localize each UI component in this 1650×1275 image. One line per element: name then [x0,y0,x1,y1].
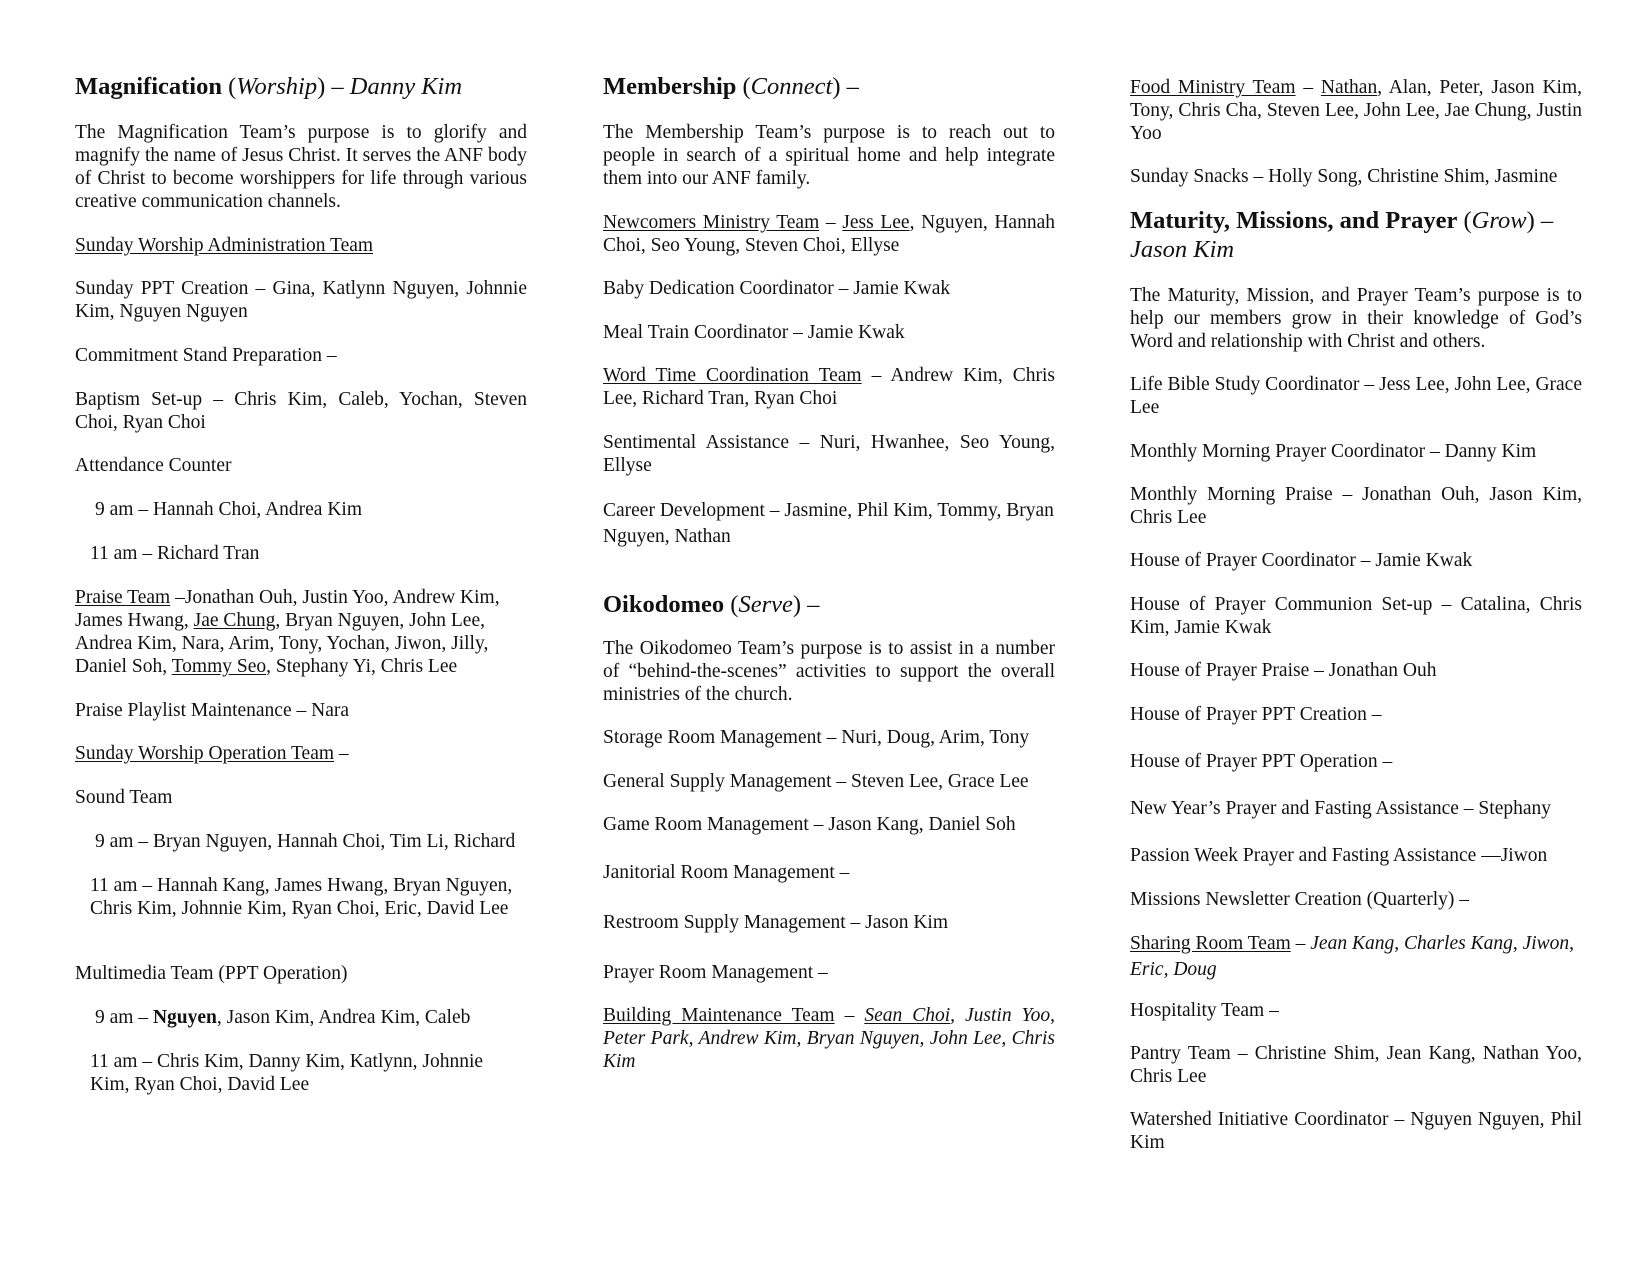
watershed-initiative: Watershed Initiative Coordinator – Nguyen Nguyen, Phil Kim [1130,1109,1582,1153]
newcomers-members: , Nguyen, Hannah Choi, Seo Young, Steven Choi, Ellyse [603,212,1055,256]
membership-heading [603,72,1055,101]
heading-paren: ) – [832,73,859,100]
operation-team [75,742,527,765]
food-team-label: Food Ministry Team [1130,77,1296,98]
praise-team-leader: Jae Chung [193,610,276,631]
morning-praise: Monthly Morning Praise – Jonathan Ouh, Jason Kim, Chris Lee [1130,484,1582,528]
multimedia-9am [75,1006,527,1029]
sharing-members: – Jean Kang, Charles Kang, Jiwon, Eric, Doug [1130,933,1575,980]
column-maturity [1130,76,1582,1154]
attendance-9am: 9 am – Hannah Choi, Andrea Kim [95,499,362,520]
building-dash: – [834,1005,865,1026]
newcomers-team-label: Newcomers Ministry Team [603,212,820,233]
life-bible-study: Life Bible Study Coordinator – Jess Lee, John Lee, Grace Lee [1130,374,1582,418]
storage-room: Storage Room Management – Nuri, Doug, Arim, Tony [603,727,1030,748]
column-membership-oikodomeo [603,72,1055,1073]
janitorial-room: Janitorial Room Management – [603,862,850,883]
building-maintenance [603,1004,1055,1073]
praise-team-members: , Bryan Nguyen, John Lee, Andrea Kim, Nara, Arim, Tony, Yochan, Jiwon, Jilly, Daniel Soh, [75,610,489,677]
heading-subtitle: Serve [738,591,793,618]
heading-title: Membership [603,73,737,100]
word-time-team [603,364,1055,410]
membership-purpose: The Membership Team’s purpose is to reach out to people in search of a spiritual home and help integrate them into our ANF family. [603,122,1055,189]
operation-team-label: Sunday Worship Operation Team [75,743,335,764]
food-ministry [1130,76,1582,145]
newcomers-team [603,211,1055,257]
maturity-heading [1130,206,1582,264]
prayer-room: Prayer Room Management – [603,962,828,983]
building-members: , Justin Yoo, Peter Park, Andrew Kim, Bryan Nguyen, John Lee, Chris Kim [603,1005,1055,1072]
commitment-stand: Commitment Stand Preparation – [75,345,337,366]
word-time-label: Word Time Coordination Team [603,365,862,386]
sentimental-assistance: Sentimental Assistance – Nuri, Hwanhee, Seo Young, Ellyse [603,432,1055,476]
heading-paren: ( [724,591,739,618]
heading-title: Maturity, Missions, and Prayer [1130,207,1458,234]
restroom-supply: Restroom Supply Management – Jason Kim [603,912,949,933]
oikodomeo-heading [603,590,1055,619]
passion-week-prayer: Passion Week Prayer and Fasting Assistance —Jiwon [1130,845,1548,866]
oikodomeo-purpose: The Oikodomeo Team’s purpose is to assist in a number of “behind-the-scenes” activities to support the overall ministries of the church. [603,638,1055,705]
multimedia-11am: 11 am – Chris Kim, Danny Kim, Katlynn, Johnnie Kim, Ryan Choi, David Lee [90,1051,484,1095]
heading-title: Magnification [75,73,222,100]
hop-ppt-creation: House of Prayer PPT Creation – [1130,704,1382,725]
building-leader: Sean Choi [864,1005,951,1026]
attendance-counter: Attendance Counter [75,455,232,476]
ppt-creation: Sunday PPT Creation – Gina, Katlynn Nguyen, Johnnie Kim, Nguyen Nguyen [75,278,527,322]
sound-11am-text: 11 am – Hannah Kang, James Hwang, Bryan Nguyen, Chris Kim, Johnnie Kim, Ryan Choi, Eric, David Lee [90,875,513,919]
multimedia-team: Multimedia Team (PPT Operation) [75,963,348,984]
hop-ppt-operation: House of Prayer PPT Operation – [1130,751,1393,772]
heading-title: Oikodomeo [603,591,725,618]
heading-subtitle: Connect [750,73,833,100]
career-development: Career Development – Jasmine, Phil Kim, Tommy, Bryan Nguyen, Nathan [603,500,1054,547]
heading-paren: ) – [792,591,820,618]
heading-paren: ( [736,73,751,100]
maturity-purpose: The Maturity, Mission, and Prayer Team’s purpose is to help our members grow in their knowledge of God’s Word and relationship with Christ and others. [1130,285,1582,352]
sharing-room [1130,931,1582,983]
praise-team-label: Praise Team [75,587,171,608]
praise-playlist: Praise Playlist Maintenance – Nara [75,700,349,721]
magnification-purpose: The Magnification Team’s purpose is to glorify and magnify the name of Jesus Christ. It serves the ANF body of Christ to become worshippers for life through various creative communication channels. [75,122,527,212]
food-dash: – [1295,77,1321,98]
admin-team [75,234,527,257]
multimedia-9am-members: , Jason Kim, Andrea Kim, Caleb [216,1007,471,1028]
morning-prayer: Monthly Morning Prayer Coordinator – Danny Kim [1130,441,1537,462]
admin-team-label: Sunday Worship Administration Team [75,235,374,256]
meal-train: Meal Train Coordinator – Jamie Kwak [603,322,905,343]
game-room: Game Room Management – Jason Kang, Daniel Soh [603,814,1016,835]
hop-coordinator: House of Prayer Coordinator – Jamie Kwak [1130,550,1473,571]
food-members: , Alan, Peter, Jason Kim, Tony, Chris Cha, Steven Lee, John Lee, Jae Chung, Justin Yoo [1130,77,1582,144]
word-time-members: – Andrew Kim, Chris Lee, Richard Tran, Ryan Choi [603,365,1055,409]
multimedia-9am-time: 9 am – [95,1007,153,1028]
newcomers-leader: Jess Lee [842,212,910,233]
column-magnification [75,72,527,1096]
heading-subtitle: Worship [236,73,318,100]
general-supply: General Supply Management – Steven Lee, Grace Lee [603,771,1029,792]
sound-team: Sound Team [75,787,173,808]
magnification-heading [75,72,527,101]
heading-paren: ) – [1526,207,1554,234]
hospitality-team: Hospitality Team – [1130,1000,1279,1021]
sound-9am: 9 am – Bryan Nguyen, Hannah Choi, Tim Li, Richard [95,831,516,852]
hop-communion: House of Prayer Communion Set-up – Catalina, Chris Kim, Jamie Kwak [1130,594,1582,638]
missions-newsletter: Missions Newsletter Creation (Quarterly) – [1130,889,1470,910]
praise-team-leader: Tommy Seo [171,656,267,677]
baptism-setup: Baptism Set-up – Chris Kim, Caleb, Yochan, Steven Choi, Ryan Choi [75,389,527,433]
heading-paren: ( [1457,207,1472,234]
baby-dedication: Baby Dedication Coordinator – Jamie Kwak [603,278,951,299]
multimedia-9am-leader: Nguyen [152,1007,217,1028]
sound-11am [75,874,527,920]
heading-paren: ( [222,73,237,100]
heading-leader: Danny Kim [349,73,463,100]
heading-leader: Jason Kim [1130,236,1235,263]
praise-team-members: , Stephany Yi, Chris Lee [266,656,458,677]
food-leader: Nathan [1320,77,1378,98]
building-team-label: Building Maintenance Team [603,1005,835,1026]
praise-team [75,586,527,678]
newcomers-dash: – [819,212,843,233]
attendance-11am: 11 am – Richard Tran [90,543,260,564]
sunday-snacks: Sunday Snacks – Holly Song, Christine Shim, Jasmine [1130,166,1558,187]
hop-praise: House of Prayer Praise – Jonathan Ouh [1130,660,1437,681]
heading-subtitle: Grow [1471,207,1527,234]
sharing-team-label: Sharing Room Team [1130,933,1291,954]
praise-team-members: –Jonathan Ouh, Justin Yoo, Andrew Kim, James Hwang, [75,587,500,631]
new-year-prayer: New Year’s Prayer and Fasting Assistance – Stephany [1130,798,1552,819]
heading-paren: ) – [317,73,350,100]
pantry-team: Pantry Team – Christine Shim, Jean Kang, Nathan Yoo, Chris Lee [1130,1043,1582,1087]
operation-team-dash: – [334,743,349,764]
